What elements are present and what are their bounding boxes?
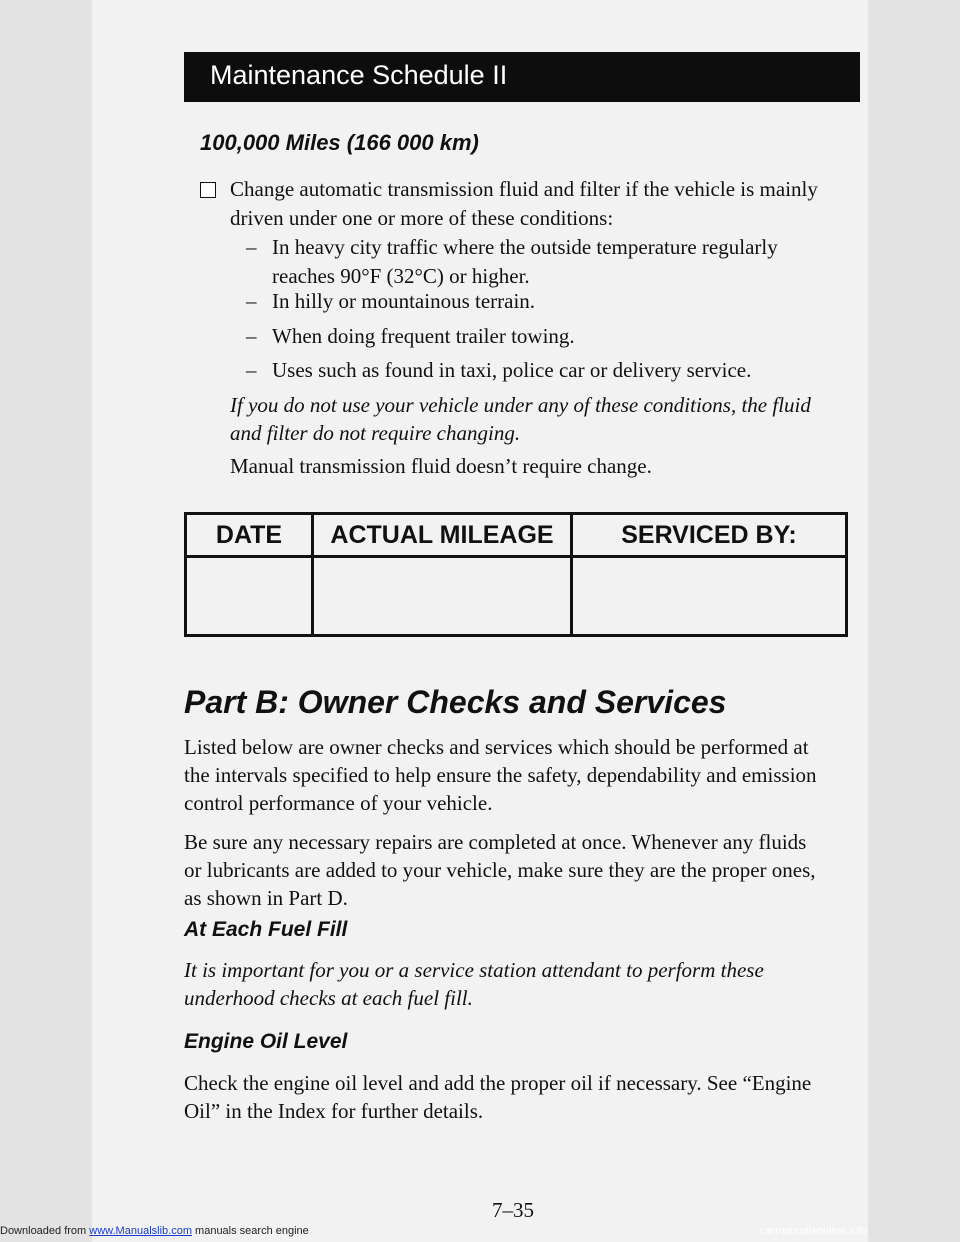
part-b-paragraph1-line2: the intervals specified to help ensure the safety, dependability and emission <box>184 763 817 787</box>
dash-bullet: – <box>246 324 257 348</box>
manual-transmission-note: Manual transmission fluid doesn’t require change. <box>230 454 652 478</box>
serviced-by-entry-cell[interactable] <box>572 557 847 636</box>
engine-oil-text-line1: Check the engine oil level and add the proper oil if necessary. See “Engine <box>184 1071 812 1095</box>
dash-bullet: – <box>246 358 257 382</box>
part-b-paragraph2-line2: or lubricants are added to your vehicle, make sure they are the proper ones, <box>184 858 816 882</box>
column-header-mileage: ACTUAL MILEAGE <box>313 514 572 557</box>
part-b-paragraph1-line1: Listed below are owner checks and services which should be performed at <box>184 735 809 759</box>
fuel-fill-text-line1: It is important for you or a service station attendant to perform these <box>184 958 764 982</box>
checkbox-icon[interactable] <box>200 182 216 198</box>
condition-item <box>246 356 751 385</box>
condition-item <box>246 322 575 351</box>
part-b-paragraph2-line1: Be sure any necessary repairs are completed at once. Whenever any fluids <box>184 830 807 854</box>
condition-note-line2: and filter do not require changing. <box>230 421 521 445</box>
fuel-fill-heading: At Each Fuel Fill <box>184 918 348 941</box>
engine-oil-heading: Engine Oil Level <box>184 1030 348 1053</box>
column-header-date: DATE <box>186 514 313 557</box>
table-row <box>186 557 847 636</box>
manualslib-link[interactable]: www.Manualslib.com <box>89 1225 192 1237</box>
dash-bullet: – <box>246 289 257 313</box>
engine-oil-text-line2: Oil” in the Index for further details. <box>184 1099 484 1123</box>
condition-text: In heavy city traffic where the outside temperature regularly <box>272 235 778 259</box>
condition-text: In hilly or mountainous terrain. <box>272 289 536 313</box>
condition-note-line1: If you do not use your vehicle under any of these conditions, the fluid <box>230 393 811 417</box>
part-b-paragraph2-line3: as shown in Part D. <box>184 886 348 910</box>
condition-text: When doing frequent trailer towing. <box>272 324 575 348</box>
column-header-serviced-by: SERVICED BY: <box>572 514 847 557</box>
condition-item <box>246 233 778 262</box>
date-entry-cell[interactable] <box>186 557 313 636</box>
page-number: 7–35 <box>492 1198 534 1222</box>
footer-suffix: manuals search engine <box>191 1225 309 1237</box>
part-b-heading: Part B: Owner Checks and Services <box>184 684 727 720</box>
service-record-table <box>184 512 848 637</box>
checklist-item-line2: driven under one or more of these conditions: <box>230 206 614 230</box>
mileage-entry-cell[interactable] <box>313 557 572 636</box>
table-header-row <box>186 514 847 557</box>
dash-bullet: – <box>246 235 257 259</box>
checklist-item-line1: Change automatic transmission fluid and filter if the vehicle is mainly <box>230 177 818 201</box>
download-footer <box>0 1225 309 1237</box>
condition-item <box>246 287 535 316</box>
condition-text: Uses such as found in taxi, police car or delivery service. <box>272 358 752 382</box>
footer-prefix: Downloaded from <box>0 1225 90 1237</box>
part-b-paragraph1-line3: control performance of your vehicle. <box>184 791 493 815</box>
mileage-heading: 100,000 Miles (166 000 km) <box>200 130 479 155</box>
fuel-fill-text-line2: underhood checks at each fuel fill. <box>184 986 473 1010</box>
watermark-text: carmanualsonline.info <box>760 1225 868 1237</box>
section-title: Maintenance Schedule II <box>210 60 508 90</box>
condition-text-continued: reaches 90°F (32°C) or higher. <box>272 264 530 288</box>
